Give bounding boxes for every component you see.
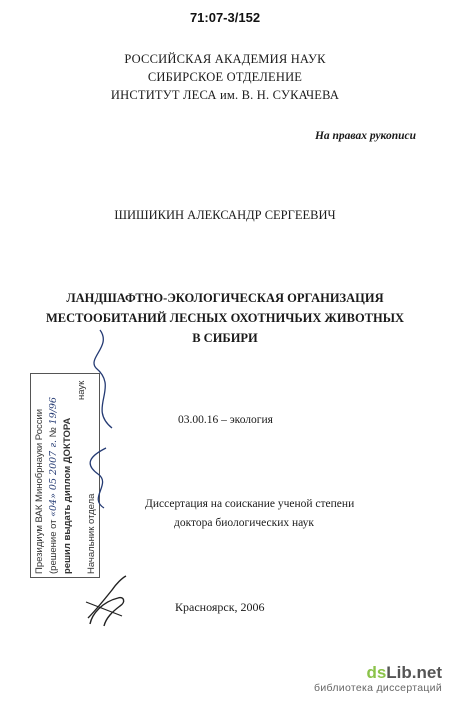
stamp-decision-prefix: (решение от: [48, 519, 59, 574]
author-name: ШИШИКИН АЛЕКСАНДР СЕРГЕЕВИЧ: [114, 208, 336, 222]
stamp-line-science: наук: [76, 380, 87, 400]
stamp-signature-icon: [82, 318, 122, 518]
stamp-line-presidium: Президиум ВАК Минобрнауки России: [34, 408, 45, 574]
handwritten-mark-icon: [82, 572, 132, 630]
city-year: Красноярск, 2006: [175, 600, 265, 614]
branch-name: СИБИРСКОЕ ОТДЕЛЕНИЕ: [147, 70, 303, 84]
title-line-3: В СИБИРИ: [192, 331, 258, 345]
specialty-code: 03.00.16 – экология: [178, 414, 273, 426]
rights-note: На правах рукописи: [314, 130, 416, 142]
institute-name: ИНСТИТУТ ЛЕСА им. В. Н. СУКАЧЕВА: [110, 88, 340, 102]
stamp-decision-number-sign: №: [48, 427, 59, 438]
dissertation-type: Диссертация на соискание ученой степени: [145, 498, 355, 510]
title-line-2: МЕСТООБИТАНИЙ ЛЕСНЫХ ОХОТНИЧЬИХ ЖИВОТНЫХ: [45, 311, 405, 325]
stamp-line-decision: [48, 397, 59, 574]
academy-name: РОССИЙСКАЯ АКАДЕМИЯ НАУК: [124, 52, 326, 66]
degree-name: доктора биологических наук: [174, 517, 315, 529]
dslib-watermark: [314, 664, 442, 694]
document-code: 71:07-3/152: [189, 10, 261, 25]
title-line-1: ЛАНДШАФТНО-ЭКОЛОГИЧЕСКАЯ ОРГАНИЗАЦИЯ: [66, 291, 384, 305]
watermark-logo: dsLib.net: [366, 663, 442, 682]
watermark-subtitle: библиотека диссертаций: [314, 682, 442, 694]
stamp-line-head: Начальник отдела: [86, 493, 97, 574]
vak-stamp: [30, 353, 125, 578]
stamp-decision-date: «04» 05 2007 г.: [48, 439, 59, 517]
stamp-line-award: решил выдать диплом ДОКТОРА: [62, 417, 73, 574]
stamp-decision-number: 19/96: [48, 397, 59, 425]
